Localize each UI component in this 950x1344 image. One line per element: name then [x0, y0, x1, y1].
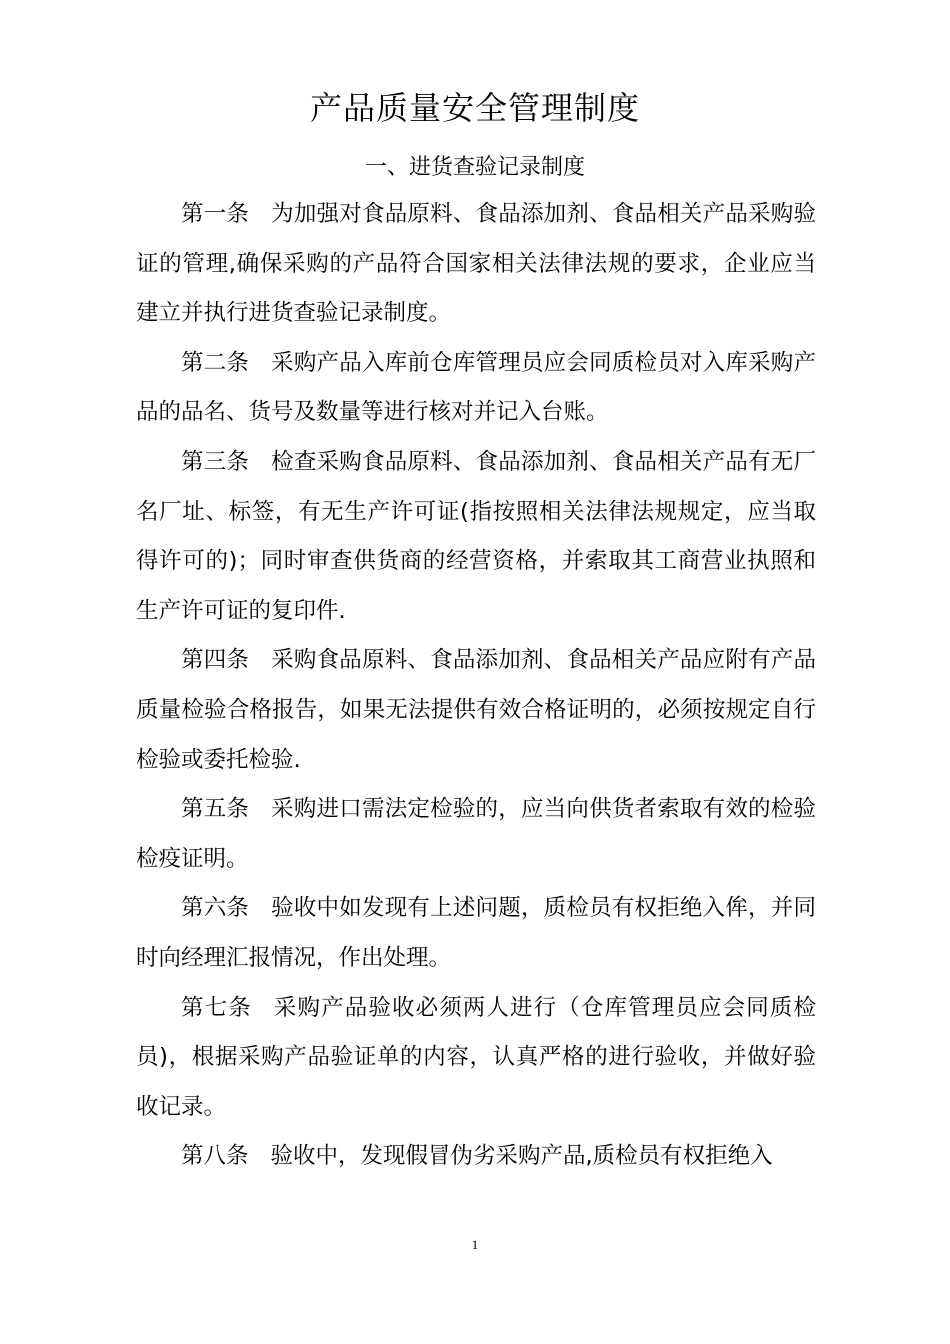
article-text: 检查采购食品原料、食品添加剂、食品相关产品有无厂名厂址、标签，有无生产许可证(指按照相关法律法规规定，应当取得许可的)；同时审查供货商的经营资格，并索取其工商营业执照和生产许可证的复印件.: [136, 448, 816, 624]
article-text: 采购食品原料、食品添加剂、食品相关产品应附有产品质量检验合格报告，如果无法提供有效合格证明的，必须按规定自行检验或委托检验.: [136, 647, 816, 773]
article-number: 第二条: [181, 349, 250, 376]
article-text: 采购进口需法定检验的，应当向供货者索取有效的检验检疫证明。: [136, 796, 816, 872]
document-title: 产品质量安全管理制度: [309, 89, 640, 127]
article-text: 采购产品验收必须两人进行（仓库管理员应会同质检员)，根据采购产品验证单的内容，认真严格的进行验收，并做好验收记录。: [136, 994, 816, 1120]
article-text: 为加强对食品原料、食品添加剂、食品相关产品采购验证的管理,确保采购的产品符合国家相关法律法规的要求，企业应当建立并执行进货查验记录制度。: [136, 201, 816, 327]
page-number: 1: [471, 1237, 479, 1252]
article-number: 第一条: [181, 201, 250, 227]
article-number: 第七条: [181, 994, 252, 1021]
article-paragraph: [136, 438, 816, 636]
article-paragraph: [136, 884, 816, 983]
article-number: 第八条: [181, 1143, 249, 1170]
article-number: 第三条: [181, 448, 250, 475]
document-body: [136, 190, 816, 1182]
article-paragraph: [136, 339, 816, 438]
article-paragraph: [136, 636, 816, 785]
article-text: 采购产品入库前仓库管理员应会同质检员对入库采购产品的品名、货号及数量等进行核对并记入台账。: [136, 349, 816, 426]
article-number: 第六条: [181, 895, 250, 922]
article-paragraph: [136, 785, 816, 884]
article-number: 第四条: [181, 647, 250, 674]
article-text: 验收中如发现有上述问题，质检员有权拒绝入侔，并同时向经理汇报情况，作出处理。: [136, 895, 816, 971]
article-text: 验收中，发现假冒伪劣采购产品,质检员有权拒绝入: [270, 1143, 773, 1170]
article-number: 第五条: [181, 796, 250, 823]
section-heading: 一、进货查验记录制度: [364, 155, 585, 180]
article-paragraph: [136, 984, 816, 1133]
article-paragraph: [136, 190, 816, 339]
article-paragraph: [136, 1132, 816, 1182]
